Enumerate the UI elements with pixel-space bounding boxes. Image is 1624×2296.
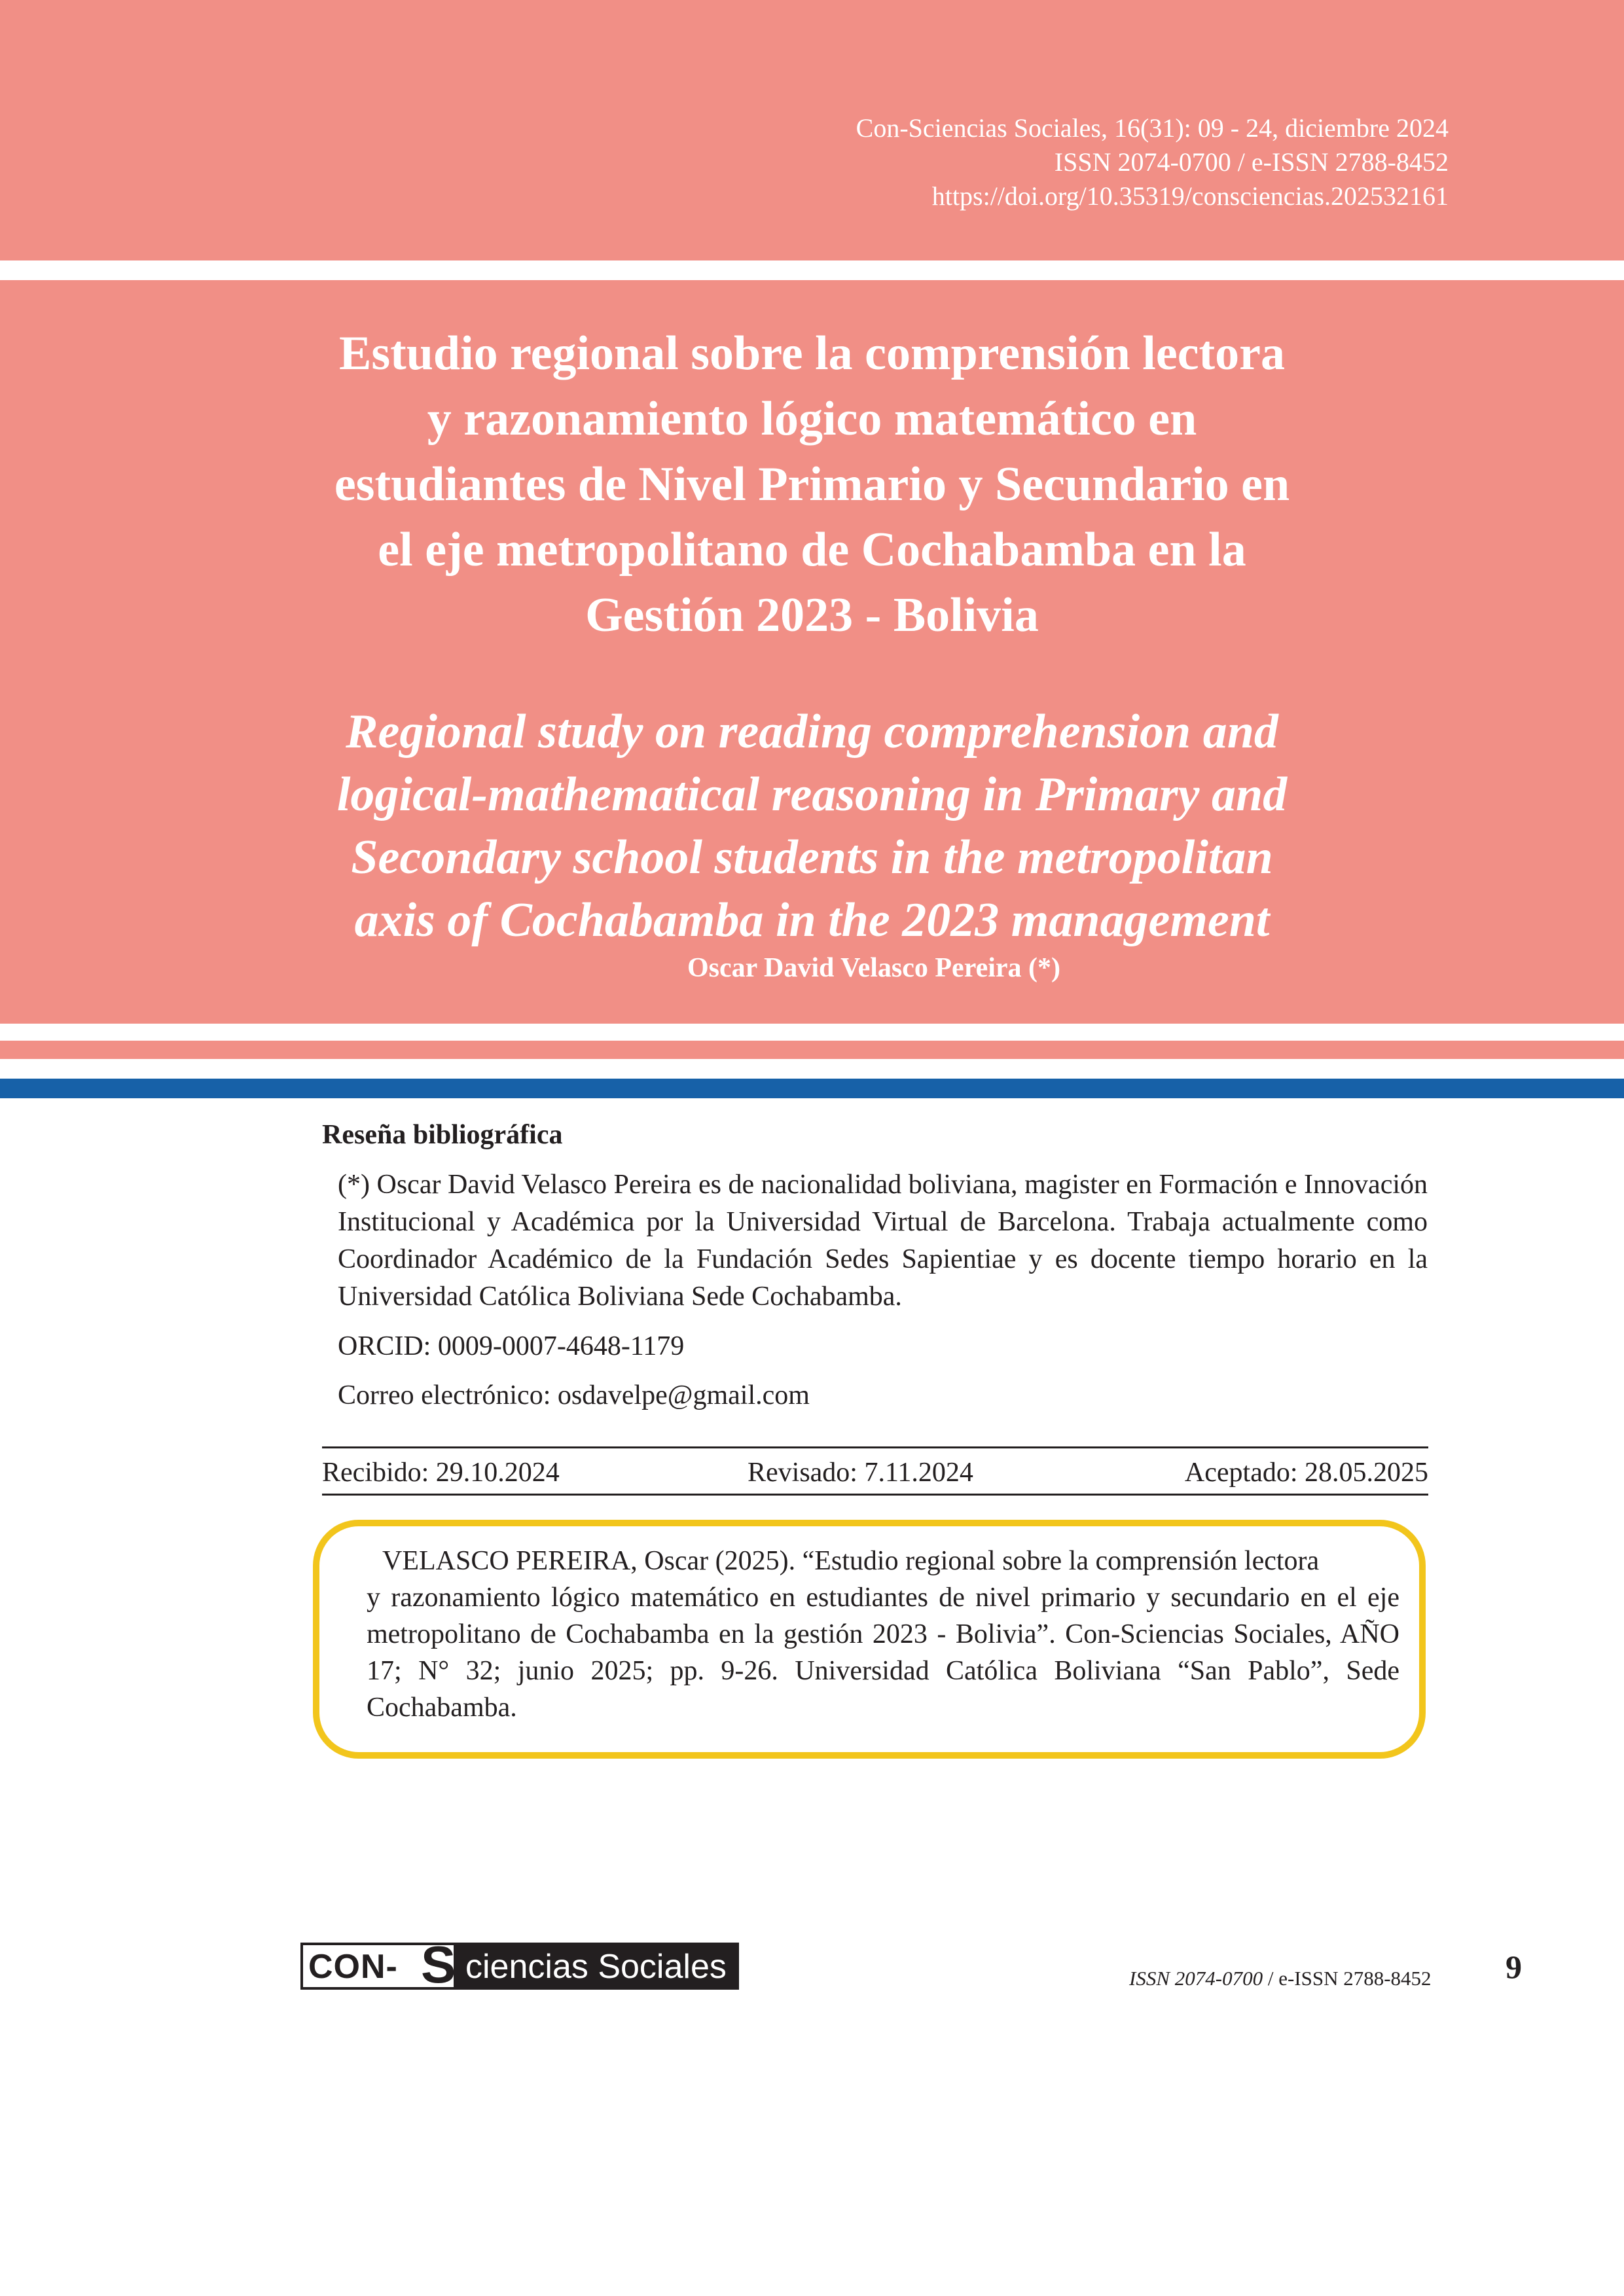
dates-rule-bottom xyxy=(322,1494,1428,1496)
title-es-line: el eje metropolitano de Cochabamba en la xyxy=(378,523,1246,577)
title-en-line: Regional study on reading comprehension and xyxy=(346,705,1278,759)
journal-citation: Con-Sciencias Sociales, 16(31): 09 - 24, diciembre 2024 xyxy=(856,113,1449,143)
title-en-line: Secondary school students in the metropolitan xyxy=(351,831,1273,884)
submission-dates xyxy=(322,1454,1428,1491)
citation-text xyxy=(367,1543,1399,1726)
date-received: Recibido: 29.10.2024 xyxy=(322,1458,560,1488)
title-spanish xyxy=(0,321,1624,648)
footer-issn-electronic: e-ISSN 2788-8452 xyxy=(1278,1967,1432,1990)
date-revised: Revisado: 7.11.2024 xyxy=(748,1458,973,1488)
footer-issn xyxy=(1129,1967,1432,1990)
logo-sciences-text: ciencias Sociales xyxy=(465,1948,727,1986)
footer-issn-separator: / xyxy=(1263,1967,1279,1990)
citation-first-line: VELASCO PEREIRA, Oscar (2025). “Estudio regional sobre la comprensión lectora xyxy=(382,1546,1320,1576)
journal-issn: ISSN 2074-0700 / e-ISSN 2788-8452 xyxy=(1054,147,1449,177)
author-email: Correo electrónico: osdavelpe@gmail.com xyxy=(338,1380,810,1410)
dates-rule-top xyxy=(322,1446,1428,1448)
page-number: 9 xyxy=(1506,1948,1522,1985)
citation-rest: y razonamiento lógico matemático en estudiantes de nivel primario y secundario en el eje metropolitano de Cochabamba en la gestión 2023 - Bolivia”. Con-Sciencias Sociales, AÑO 17; N° 32; junio 2025; pp. 9-26. Universidad Católica Boliviana “San Pablo”, Sede Cochabamba. xyxy=(367,1583,1399,1723)
footer-issn-print: ISSN 2074-0700 xyxy=(1129,1967,1263,1990)
orcid: ORCID: 0009-0007-4648-1179 xyxy=(338,1331,685,1361)
bio-text: (*) Oscar David Velasco Pereira es de nacionalidad boliviana, magister en Formación e Innovación Institucional y Académica por la Universidad Virtual de Barcelona. Trabaja actualmente como Coordinador Académico de la Fundación Sedes Sapientiae y es docente tiempo horario en la Universidad Católica Boliviana Sede Cochabamba. xyxy=(338,1170,1428,1312)
header-divider xyxy=(0,260,1624,280)
title-english xyxy=(0,700,1624,952)
journal-logo xyxy=(300,1935,739,1994)
blue-stripe xyxy=(0,1079,1624,1098)
title-en-line: logical-mathematical reasoning in Primary and xyxy=(336,768,1288,821)
logo-s-letter: S xyxy=(421,1935,456,1994)
author-name: Oscar David Velasco Pereira (*) xyxy=(687,953,1060,983)
pink-stripe xyxy=(0,1041,1624,1059)
title-es-line: estudiantes de Nivel Primario y Secundario en xyxy=(334,457,1290,511)
logo-con-text: CON- xyxy=(308,1948,398,1986)
journal-doi: https://doi.org/10.35319/consciencias.202532161 xyxy=(931,181,1449,211)
title-es-line: y razonamiento lógico matemático en xyxy=(427,392,1197,446)
title-es-line: Gestión 2023 - Bolivia xyxy=(585,588,1039,642)
title-en-line: axis of Cochabamba in the 2023 management xyxy=(354,893,1270,947)
date-accepted: Aceptado: 28.05.2025 xyxy=(1184,1458,1428,1488)
bio-heading: Reseña bibliográfica xyxy=(322,1120,563,1150)
title-es-line: Estudio regional sobre la comprensión lectora xyxy=(338,327,1286,380)
journal-info xyxy=(856,111,1449,213)
